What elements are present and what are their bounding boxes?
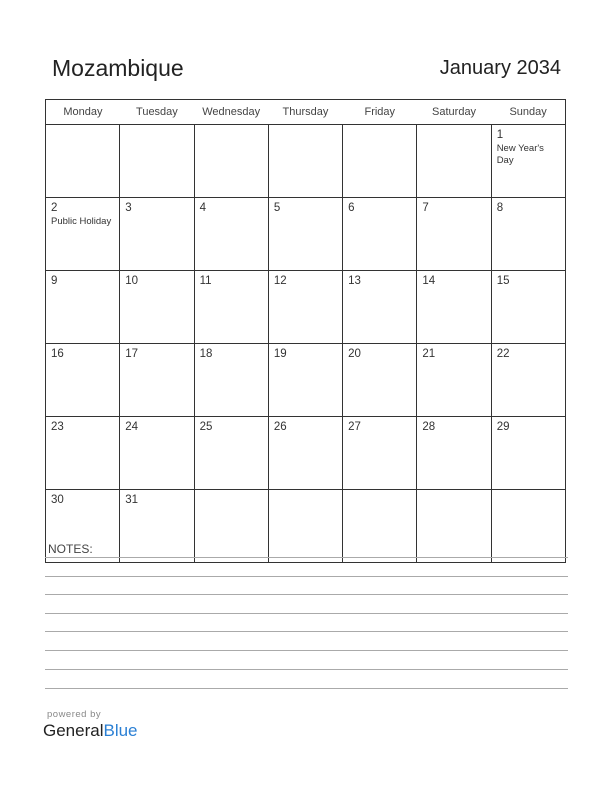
day-cell [417,417,491,490]
day-number: 20 [348,348,361,360]
day-number: 3 [125,202,132,214]
day-cell [268,344,342,417]
day-cell [491,490,565,563]
day-cell [268,490,342,563]
weekday-header-row [46,100,566,125]
day-number: 22 [496,348,510,360]
powered-by-text: powered by [47,709,102,720]
day-cell [120,198,194,271]
day-cell [491,417,565,490]
notes-line [45,688,568,689]
day-number: 28 [422,421,436,433]
day-cell [194,125,268,198]
calendar-grid [45,99,566,563]
day-cell [268,417,342,490]
day-cell [491,344,565,417]
day-number: 4 [199,202,206,214]
day-cell [46,198,120,271]
day-cell [417,271,491,344]
day-cell [194,198,268,271]
country-title: Mozambique [52,55,184,81]
day-cell [343,271,417,344]
day-cell [491,271,565,344]
day-number: 7 [422,202,429,214]
day-number: 14 [422,275,436,287]
day-cell [46,344,120,417]
notes-line [45,669,568,670]
day-cell [491,198,565,271]
day-cell [46,417,120,490]
day-cell [120,490,194,563]
day-cell [194,271,268,344]
day-cell [268,198,342,271]
day-cell [268,125,342,198]
day-number: 24 [125,421,139,433]
day-number: 2 [51,202,58,214]
day-number: 16 [51,348,64,360]
week-row [46,490,566,563]
notes-line [45,594,568,595]
day-number: 29 [496,421,510,433]
weekday-header: Monday [46,100,120,125]
month-year-title: January 2034 [439,57,561,79]
weekday-header: Wednesday [194,100,268,125]
day-cell [46,271,120,344]
day-number: 10 [125,275,139,287]
weekday-header: Sunday [491,100,565,125]
day-number: 19 [273,348,287,360]
day-cell [417,490,491,563]
weekday-header: Friday [343,100,417,125]
day-number: 1 [496,129,504,141]
day-cell [491,125,565,198]
week-row [46,344,566,417]
weekday-header: Saturday [417,100,491,125]
day-cell [343,417,417,490]
day-cell [417,198,491,271]
day-number: 11 [199,275,212,287]
notes-line [45,557,568,558]
day-number: 6 [348,202,355,214]
week-row [46,271,566,344]
day-number: 25 [199,421,213,433]
day-number: 31 [125,494,139,506]
day-number: 23 [51,421,64,433]
day-number: 13 [348,275,361,287]
generalblue-logo[interactable] [43,721,138,741]
holiday-label: New Year's Day [496,143,544,166]
day-cell [194,344,268,417]
day-number: 27 [348,421,361,433]
day-cell [120,344,194,417]
notes-line [45,631,568,632]
day-number: 30 [51,494,64,506]
day-number: 9 [51,275,58,287]
day-cell [417,125,491,198]
day-number: 18 [199,348,213,360]
day-cell [268,271,342,344]
notes-line [45,650,568,651]
weekday-header: Tuesday [120,100,194,125]
day-cell [120,271,194,344]
week-row [46,125,566,198]
day-number: 17 [125,348,139,360]
day-cell [343,198,417,271]
day-number: 15 [496,275,510,287]
brand-blue-text: Blue [103,721,138,740]
week-row [46,198,566,271]
day-cell [194,417,268,490]
day-cell [343,490,417,563]
notes-line [45,576,568,577]
day-cell [46,125,120,198]
day-cell [194,490,268,563]
day-cell [120,125,194,198]
weekday-header: Thursday [268,100,342,125]
notes-label: NOTES: [48,542,93,556]
day-number: 12 [273,275,287,287]
day-cell [343,344,417,417]
day-number: 21 [422,348,436,360]
day-number: 26 [273,421,287,433]
day-cell [417,344,491,417]
notes-line [45,613,568,614]
brand-general-text: General [43,721,104,740]
day-number: 5 [273,202,281,214]
day-cell [120,417,194,490]
day-cell [343,125,417,198]
holiday-label: Public Holiday [51,216,112,227]
day-number: 8 [496,202,504,214]
week-row [46,417,566,490]
